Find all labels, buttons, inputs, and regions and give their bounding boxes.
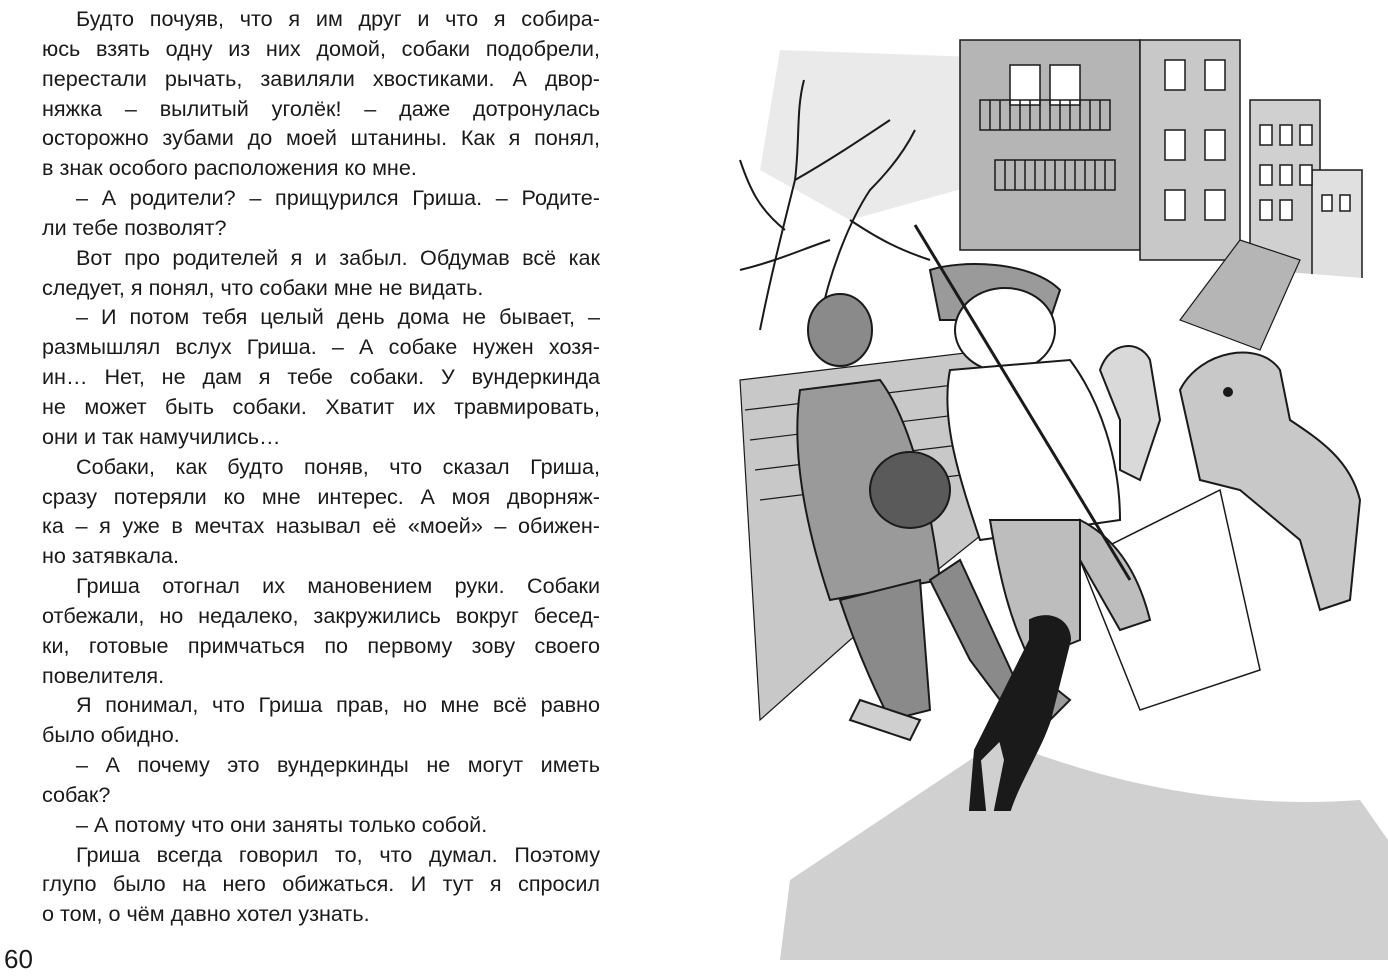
text-line: няжка – вылитый уголёк! – даже дотронулась: [42, 95, 600, 121]
text-line: в знак особого расположения ко мне.: [42, 155, 417, 181]
text-line: Будто почуяв, что я им друг и что я собира-: [76, 6, 600, 31]
text-line: Собаки, как будто поняв, что сказал Гриша,: [76, 453, 600, 479]
text-line: – А почему это вундеркинды не могут иметь: [76, 752, 600, 778]
text-line: ки, готовые примчаться по первому зову своего: [42, 632, 600, 658]
text-line: ин… Нет, не дам я тебе собаки. У вундеркинда: [42, 364, 600, 390]
text-line: не может быть собаки. Хватит их травмировать,: [42, 393, 600, 419]
text-line: ка – я уже в мечтах называл её «моей» – обижен-: [42, 513, 600, 539]
buildings: [960, 40, 1362, 290]
text-line: – И потом тебя целый день дома не бывает, –: [76, 304, 600, 330]
text-line: глупо было на него обижаться. И тут я спросил: [42, 871, 600, 897]
text-line: Я понимал, что Гриша прав, но мне всё равно: [76, 692, 600, 718]
text-line: но затявкала.: [42, 543, 179, 569]
text-line: было обидно.: [42, 722, 180, 748]
text-line: Гриша всегда говорил то, что думал. Поэтому: [76, 841, 600, 867]
text-line: они и так намучились…: [42, 423, 281, 449]
text-line: – А потому что они заняты только собой.: [76, 811, 488, 837]
text-line: Вот про родителей я и забыл. Обдумав всё как: [76, 244, 600, 270]
text-line: собак?: [42, 781, 111, 807]
text-line: повелителя.: [42, 662, 165, 688]
text-line: сразу потеряли ко мне интерес. А моя дворняж-: [42, 483, 600, 509]
page-text: [42, 4, 600, 929]
text-line: осторожно зубами до моей штанины. Как я понял,: [42, 125, 600, 151]
illustration: [700, 20, 1388, 960]
text-line: ли тебе позволят?: [42, 214, 227, 240]
text-line: следует, я понял, что собаки мне не видать.: [42, 274, 484, 300]
text-line: размышлял вслух Гриша. – А собаке нужен хозя-: [42, 334, 600, 360]
text-line: Гриша отогнал их мановением руки. Собаки: [76, 573, 600, 599]
text-line: – А родители? – прищурился Гриша. – Родите-: [76, 185, 600, 211]
text-line: отбежали, но недалеко, закружились вокруг бесед-: [42, 602, 600, 628]
page-number: 60: [4, 944, 33, 974]
text-line: о том, о чём давно хотел узнать.: [42, 901, 370, 927]
text-line: перестали рычать, завиляли хвостиками. А двор-: [42, 65, 600, 91]
text-line: юсь взять одну из них домой, собаки подобрели,: [42, 35, 600, 61]
